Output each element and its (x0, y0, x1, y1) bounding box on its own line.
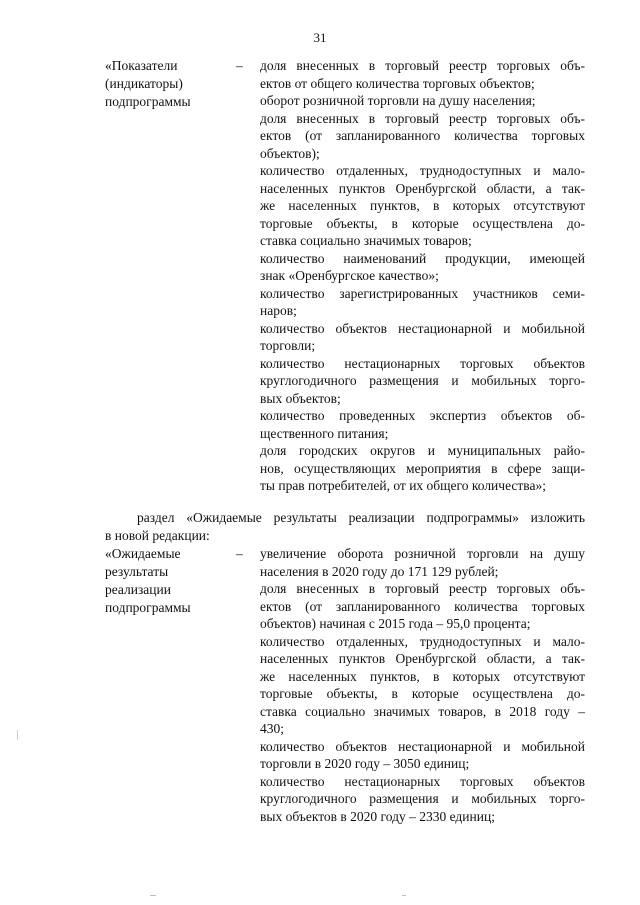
indicators-label-line: «Показатели (105, 58, 178, 73)
indicators-label (105, 57, 225, 111)
indicators-label-line: подпрограммы (105, 94, 191, 109)
expected-result-line: ставка социально значимых товаров, в 2018 году – (260, 703, 585, 719)
indicator-line: количество отдаленных, труднодоступных и мало- (260, 163, 585, 178)
expected-results-label (105, 545, 225, 617)
indicator-line: доля внесенных в торговый реестр торговых объ- (260, 58, 585, 73)
indicator-line: торговли; (260, 338, 316, 353)
indicator-line: вых объектов; (260, 390, 341, 406)
scan-mark (402, 895, 406, 896)
indicator-line: оборот розничной торговли на душу населения; (260, 93, 536, 108)
indicators-label-line: (индикаторы) (105, 76, 183, 91)
expected-results-label-line: реализации (105, 582, 171, 597)
expected-result-line: количество нестационарных торговых объектов (260, 773, 585, 789)
expected-result-line: ектов (от запланированного количества торговых (260, 598, 585, 614)
indicator-line: населенных пунктов Оренбургской области, а так- (260, 180, 585, 196)
expected-results-list (260, 545, 585, 825)
expected-results-label-line: результаты (105, 564, 169, 579)
expected-results-block (105, 545, 585, 835)
indicator-line: доля внесенных в торговый реестр торговых объ- (260, 110, 585, 126)
expected-results-label-line: подпрограммы (105, 600, 191, 615)
indicator-line: наров; (260, 303, 297, 318)
expected-results-label-line: «Ожидаемые (105, 546, 181, 561)
expected-result-line: количество отдаленных, труднодоступных и мало- (260, 633, 585, 649)
indicator-line: же населенных пунктов, в которых отсутствуют (260, 198, 585, 213)
expected-result-line: 430; (260, 721, 285, 736)
scan-mark (17, 730, 18, 740)
indicator-line: количество объектов нестационарной и мобильной (260, 320, 585, 336)
expected-result-line: же населенных пунктов, в которых отсутствуют (260, 668, 585, 684)
expected-result-line: торговли в 2020 году – 3050 единиц; (260, 756, 470, 771)
expected-result-line: объектов) начиная с 2015 года – 95,0 процента; (260, 616, 531, 631)
indicator-line: количество нестационарных торговых объектов (260, 355, 585, 371)
indicator-line: щественного питания; (260, 425, 389, 441)
indicators-dash: – (236, 58, 243, 73)
indicator-line: количество наименований продукции, имеющей (260, 250, 585, 266)
page-number: 31 (313, 30, 327, 45)
expected-result-line: количество объектов нестационарной и мобильной (260, 738, 585, 754)
expected-result-line: населения в 2020 году до 171 129 рублей; (260, 563, 499, 579)
indicator-line: нов, осуществляющих мероприятия в сфере защи- (260, 460, 585, 476)
indicator-line: объектов); (260, 145, 320, 161)
indicators-list (260, 57, 585, 495)
indicator-line: количество зарегистрированных участников семи- (260, 285, 585, 301)
indicator-line: круглогодичного размещения и мобильных торго- (260, 373, 585, 388)
expected-result-line: доля внесенных в торговый реестр торговых объ- (260, 581, 585, 596)
indicator-line: доля городских округов и муниципальных райо- (260, 443, 585, 458)
indicator-line: торговые объекты, в которые осуществлена до- (260, 215, 585, 231)
section-paragraph (105, 509, 585, 545)
indicators-block (105, 57, 585, 497)
expected-results-dash: – (236, 546, 243, 561)
expected-result-line: торговые объекты, в которые осуществлена до- (260, 686, 585, 701)
indicator-line: ставка социально значимых товаров; (260, 233, 472, 248)
indicator-line: знак «Оренбургское качество»; (260, 268, 439, 283)
indicator-line: ектов (от запланированного количества торговых (260, 128, 585, 143)
expected-result-line: населенных пунктов Оренбургской области, а так- (260, 651, 585, 666)
expected-result-line: круглогодичного размещения и мобильных торго- (260, 791, 585, 806)
indicator-line: ты прав потребителей, от их общего количества»; (260, 478, 546, 493)
scan-mark (150, 895, 156, 896)
expected-result-line: вых объектов в 2020 году – 2330 единиц; (260, 808, 495, 824)
indicator-line: ектов от общего количества торговых объектов; (260, 75, 535, 91)
indicator-line: количество проведенных экспертиз объектов об- (260, 408, 585, 423)
paragraph-line: в новой редакции: (105, 528, 210, 543)
paragraph-line: раздел «Ожидаемые результаты реализации подпрограммы» изложить (137, 510, 585, 525)
expected-result-line: увеличение оборота розничной торговли на душу (260, 546, 585, 561)
